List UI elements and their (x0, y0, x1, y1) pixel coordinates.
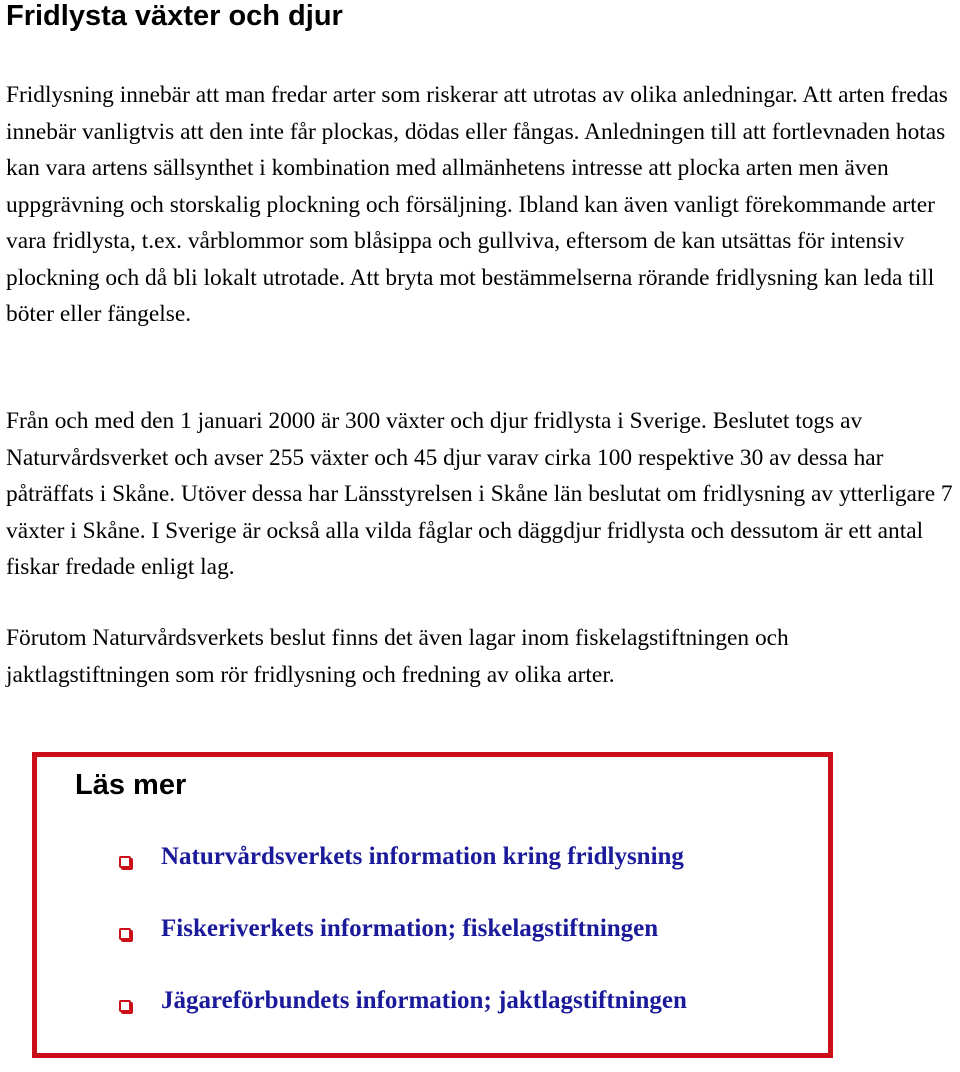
square-bullet-icon (119, 856, 131, 868)
link-fiskeriverket[interactable]: Fiskeriverkets information; fiskelagstiftningen (161, 915, 659, 942)
link-jagareforbundet[interactable]: Jägareförbundets information; jaktlagstiftningen (161, 987, 687, 1014)
square-bullet-icon (119, 1000, 131, 1012)
page-title: Fridlysta växter och djur (6, 0, 343, 32)
read-more-heading: Läs mer (75, 769, 187, 801)
paragraph-fridlysta-i-sverige: Från och med den 1 januari 2000 är 300 växter och djur fridlysta i Sverige. Beslutet togs av Naturvårdsverket och avser 255 växter och 45 djur varav cirka 100 respektive 30 av dessa har påträffats i Skåne. Utöver dessa har Länsstyrelsen i Skåne län beslutat om fridlysning av ytterligare 7 växter i Skåne. I Sverige är också alla vilda fåglar och däggdjur fridlysta och dessutom är ett antal fiskar fredade enligt lag. (6, 408, 953, 580)
paragraph-fridlysning-intro: Fridlysning innebär att man fredar arter som riskerar att utrotas av olika anledningar. Att arten fredas innebär vanligtvis att den inte får plockas, dödas eller fångas. Anledningen till att fortlevnaden hotas kan vara artens sällsynthet i kombination med allmänhetens intresse att plocka arten men även uppgrävning och storskalig plockning och försäljning. Ibland kan även vanligt förekommande arter vara fridlysta, t.ex. vårblommor som blåsippa och gullviva, eftersom de kan utsättas för intensiv plockning och då bli lokalt utrotade. Att bryta mot bestämmelserna rörande fridlysning kan leda till böter eller fängelse. (6, 82, 948, 327)
paragraph-lagar: Förutom Naturvårdsverkets beslut finns det även lagar inom fiskelagstiftningen och jaktlagstiftningen som rör fridlysning och fredning av olika arter. (6, 625, 789, 688)
link-naturvardsverket[interactable]: Naturvårdsverkets information kring fridlysning (161, 843, 684, 870)
square-bullet-icon (119, 928, 131, 940)
read-more-box (32, 752, 833, 1058)
